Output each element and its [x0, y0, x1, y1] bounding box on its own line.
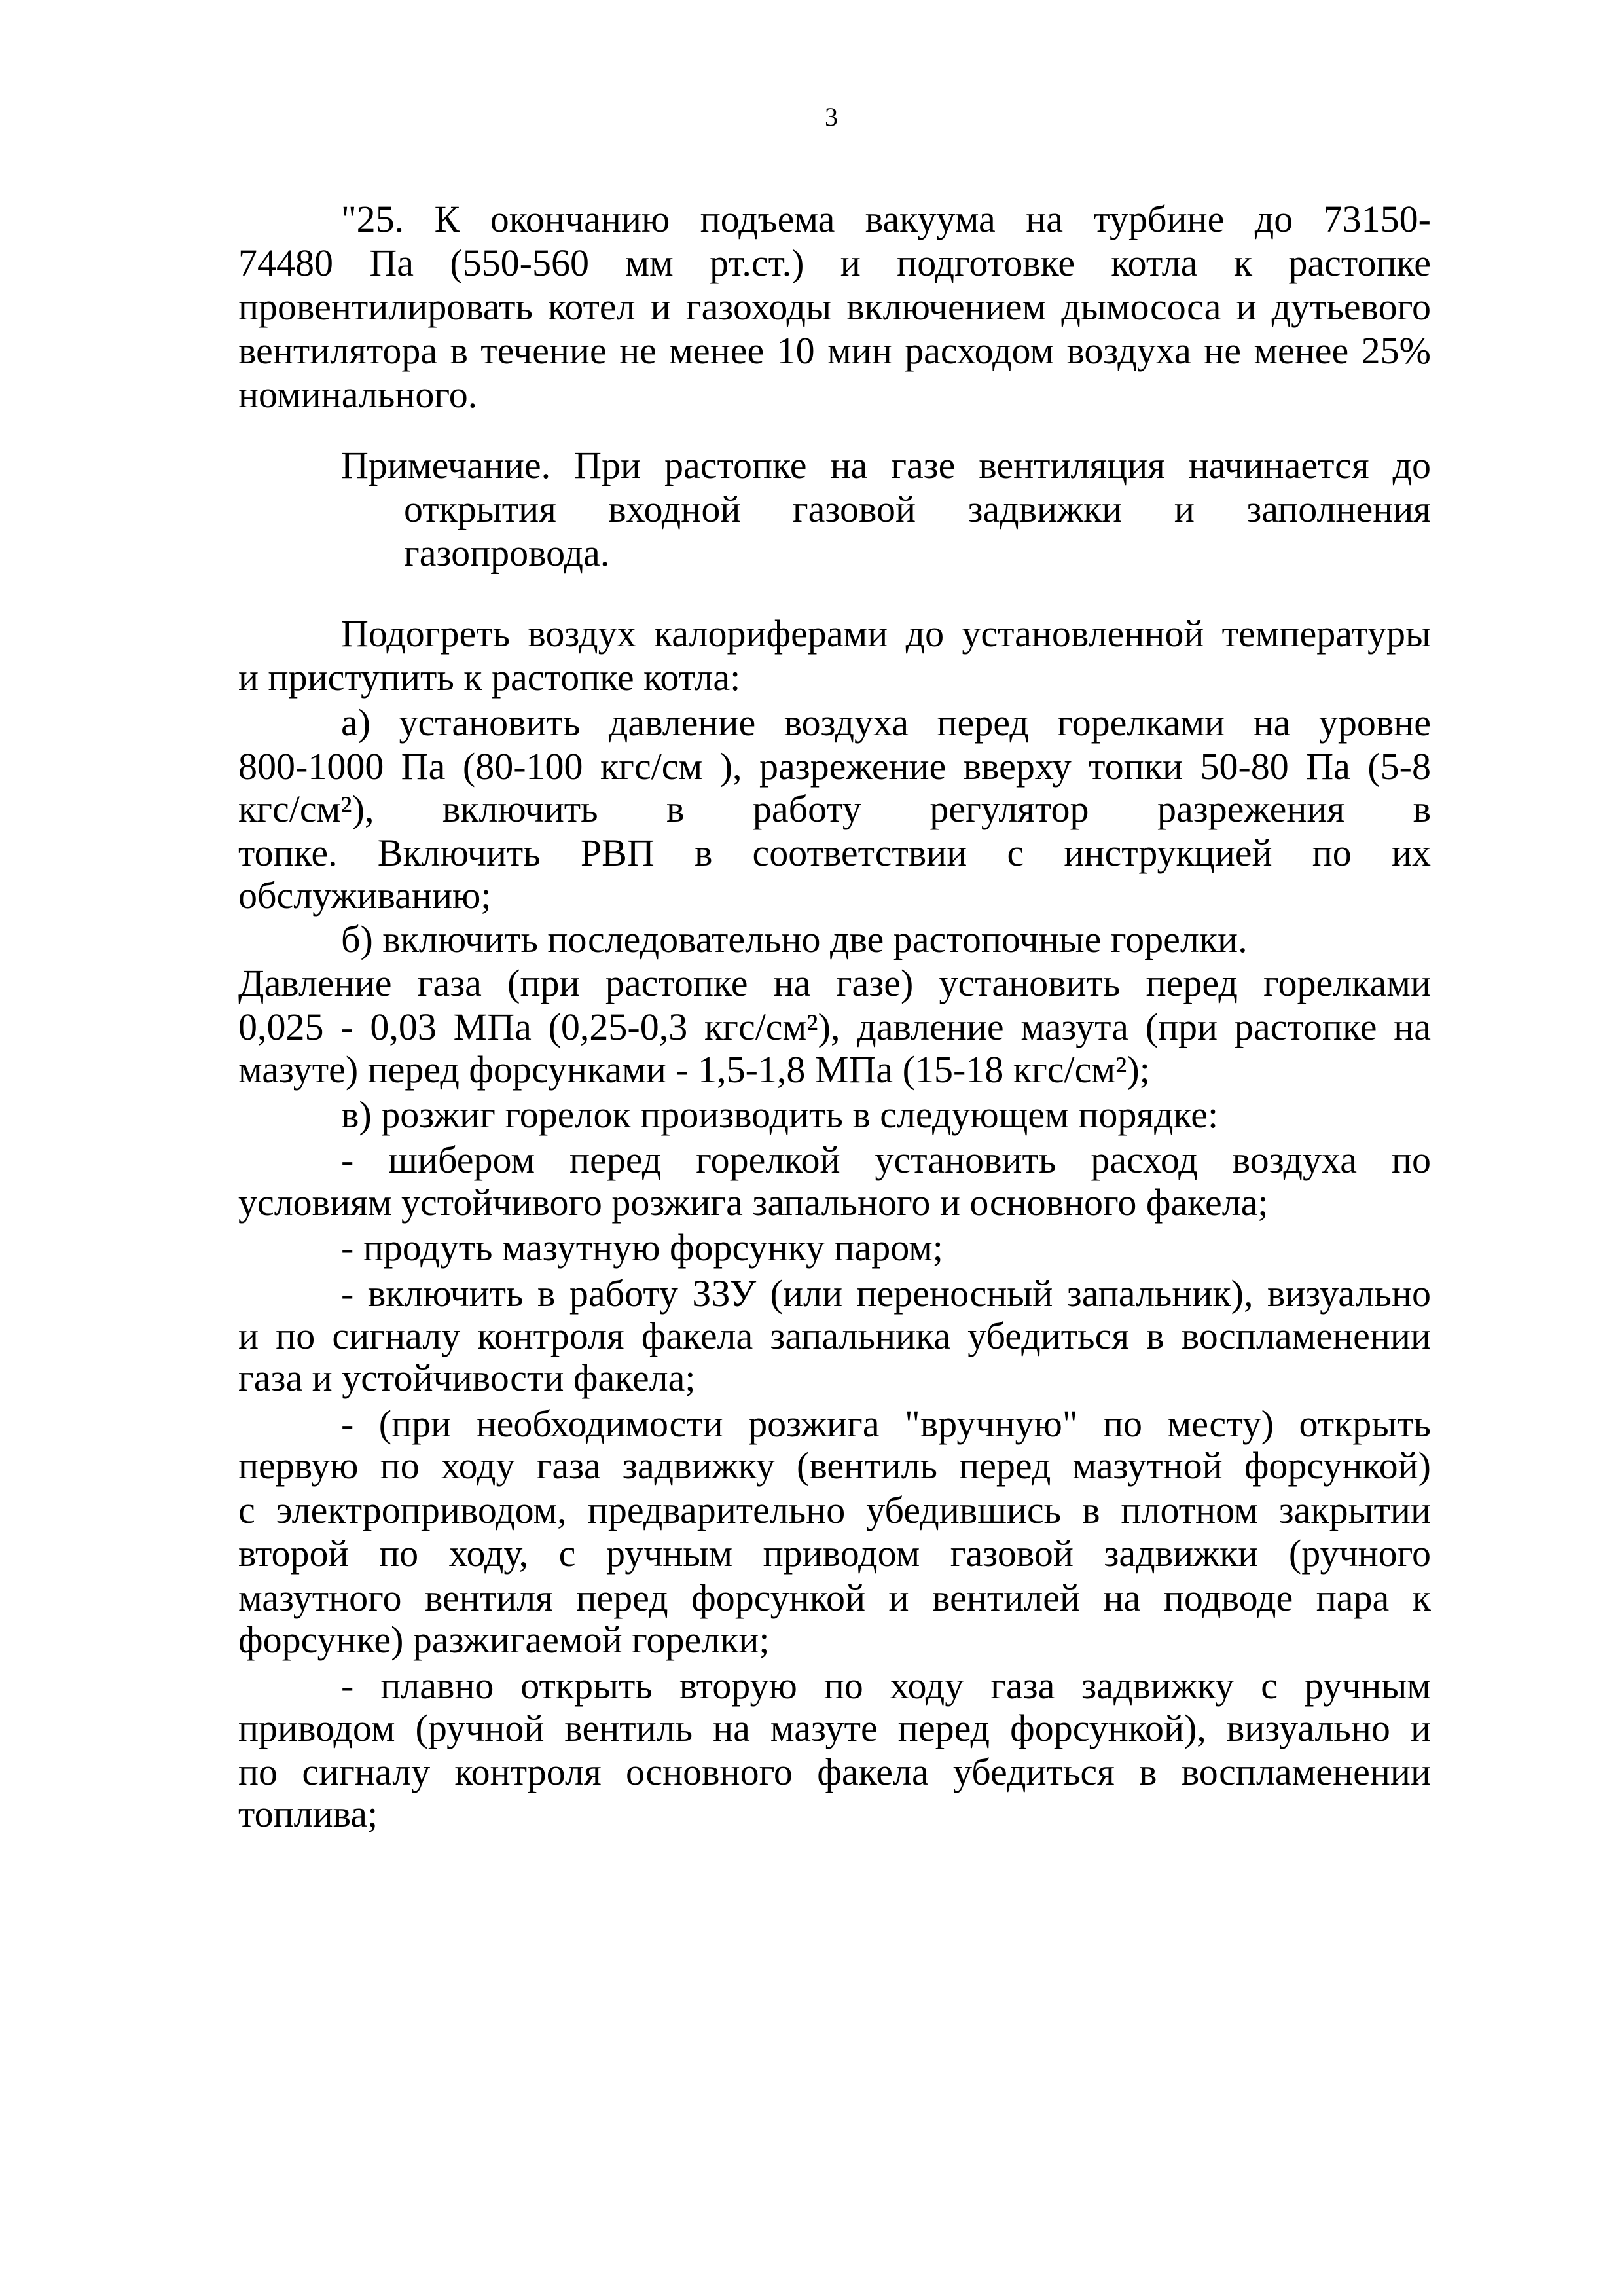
text-line: с электроприводом, предварительно убедившись в плотном закрытии	[238, 1489, 1431, 1531]
text-line: 0,025 - 0,03 МПа (0,25-0,3 кгс/см²), давление мазута (при растопке на	[238, 1006, 1431, 1048]
text-line: Давление газа (при растопке на газе) установить перед горелками	[238, 962, 1431, 1004]
text-line: обслуживанию;	[238, 874, 492, 917]
text-line: номинального.	[238, 373, 478, 416]
text-line: первую по ходу газа задвижку (вентиль перед мазутной форсункой)	[238, 1444, 1431, 1487]
dash-item: - (при необходимости розжига "вручную" по месту) открыть	[341, 1402, 1431, 1445]
note-line: газопровода.	[404, 532, 610, 574]
text-line: мазутного вентиля перед форсункой и вентилей на подводе пара к	[238, 1576, 1431, 1619]
list-item-a: а) установить давление воздуха перед горелками на уровне	[341, 701, 1431, 744]
text-line: кгс/см²), включить в работу регулятор разрежения в	[238, 788, 1431, 830]
text-line: второй по ходу, с ручным приводом газовой задвижки (ручного	[238, 1532, 1431, 1575]
text-line: вентилятора в течение не менее 10 мин расходом воздуха не менее 25%	[238, 329, 1431, 372]
note-line: Примечание. При растопке на газе вентиляция начинается до	[341, 444, 1431, 486]
dash-item: - плавно открыть вторую по ходу газа задвижку с ручным	[341, 1664, 1431, 1707]
text-line: по сигналу контроля основного факела убедиться в воспламенении	[238, 1751, 1431, 1793]
dash-item: - шибером перед горелкой установить расход воздуха по	[341, 1139, 1431, 1181]
text-line: топлива;	[238, 1793, 378, 1835]
text-line: топке. Включить РВП в соответствии с инструкцией по их	[238, 831, 1431, 874]
text-line: и приступить к растопке котла:	[238, 656, 741, 699]
dash-item: - продуть мазутную форсунку паром;	[341, 1226, 943, 1269]
page-number: 3	[825, 102, 838, 132]
text-line: и по сигналу контроля факела запальника убедиться в воспламенении	[238, 1315, 1431, 1357]
text-line: приводом (ручной вентиль на мазуте перед форсункой), визуально и	[238, 1707, 1431, 1749]
list-item-v: в) розжиг горелок производить в следующем порядке:	[341, 1093, 1219, 1136]
list-item-b: б) включить последовательно две растопочные горелки.	[341, 918, 1248, 960]
text-line: мазуте) перед форсунками - 1,5-1,8 МПа (15-18 кгс/см²);	[238, 1048, 1150, 1091]
text-line: газа и устойчивости факела;	[238, 1357, 696, 1399]
text-line: 74480 Па (550-560 мм рт.ст.) и подготовке котла к растопке	[238, 242, 1431, 284]
text-line: "25. К окончанию подъема вакуума на турбине до 73150-	[341, 198, 1431, 240]
text-line: 800-1000 Па (80-100 кгс/см ), разрежение вверху топки 50-80 Па (5-8	[238, 745, 1431, 788]
dash-item: - включить в работу ЗЗУ (или переносный запальник), визуально	[341, 1272, 1431, 1315]
text-line: Подогреть воздух калориферами до установленной температуры	[341, 612, 1431, 655]
text-line: условиям устойчивого розжига запального и основного факела;	[238, 1181, 1269, 1224]
text-line: провентилировать котел и газоходы включением дымососа и дутьевого	[238, 285, 1431, 328]
text-line: форсунке) разжигаемой горелки;	[238, 1618, 770, 1661]
note-line: открытия входной газовой задвижки и заполнения	[404, 488, 1431, 530]
